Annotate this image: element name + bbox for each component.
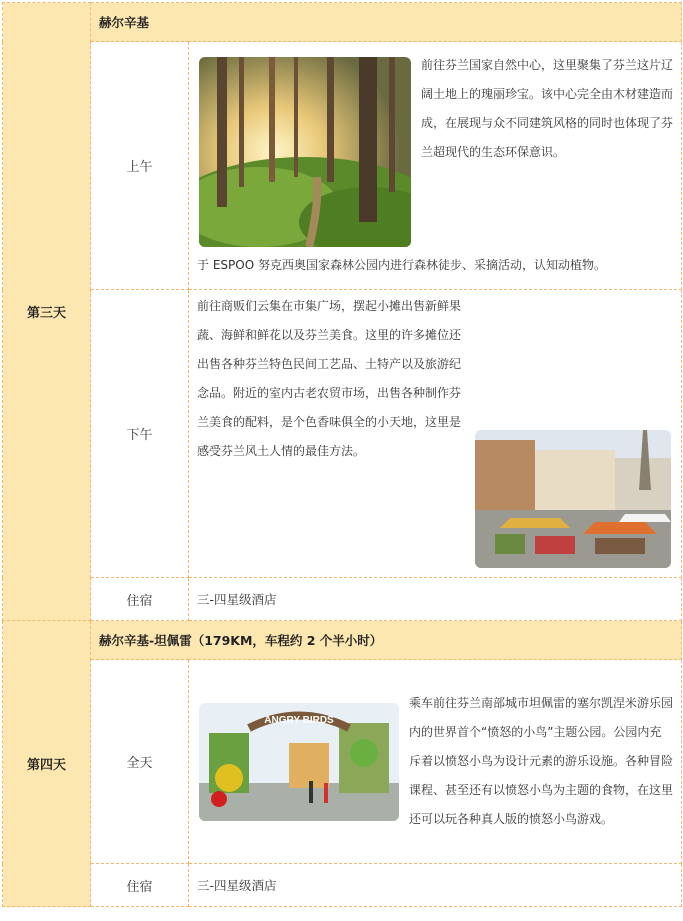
angry-birds-sign: ANGRY BIRDS xyxy=(264,715,334,726)
day3-stay-slot: 住宿 xyxy=(91,578,189,621)
day3-afternoon-row xyxy=(3,290,682,578)
angry-birds-photo xyxy=(199,703,399,821)
day4-allday-text: 乘车前往芬兰南部城市坦佩雷的塞尔凯涅米游乐园内的世界首个“愤怒的小鸟”主题公园。公园内充斥着以愤怒小鸟为设计元素的游乐设施。各种冒险课程、甚至还有以愤怒小鸟为主题的食物，在这里还可以玩各种真人版的愤怒小鸟游戏。 xyxy=(409,696,674,826)
day3-morning-row xyxy=(3,42,682,290)
day4-header-row xyxy=(3,621,682,660)
day3-morning-text2: 于 ESPOO 努克西奥国家森林公园内进行森林徒步、采摘活动，认知动植物。 xyxy=(197,258,606,272)
day3-header-row xyxy=(3,3,682,42)
day4-stay-row xyxy=(3,864,682,907)
forest-photo xyxy=(199,57,411,247)
theme-park-illustration xyxy=(199,703,399,821)
day3-morning-text: 前往芬兰国家自然中心，这里聚集了芬兰这片辽阔土地上的瑰丽珍宝。该中心完全由木材建造而成，在展现与众不同建筑风格的同时也体现了芬兰超现代的生态环保意识。 xyxy=(421,58,674,159)
day3-stay-row xyxy=(3,578,682,621)
day4-allday-slot: 全天 xyxy=(91,660,189,864)
itinerary-table xyxy=(2,2,682,907)
day3-afternoon-content xyxy=(189,290,682,578)
day3-morning-slot: 上午 xyxy=(91,42,189,290)
day4-allday-row xyxy=(3,660,682,864)
market-photo xyxy=(475,430,671,568)
day4-label: 第四天 xyxy=(3,621,91,907)
day3-afternoon-text: 前往商贩们云集在市集广场，摆起小摊出售新鲜果蔬、海鲜和鲜花以及芬兰美食。这里的许多摊位还出售各种芬兰特色民间工艺品、土特产以及旅游纪念品。附近的室内古老农贸市场，出售各种制作芬兰美食的配料，是个色香味俱全的小天地，这里是感受芬兰风土人情的最佳方法。 xyxy=(197,299,462,458)
day3-morning-content xyxy=(189,42,682,290)
day3-label: 第三天 xyxy=(3,3,91,621)
day4-stay-slot: 住宿 xyxy=(91,864,189,907)
day4-route-title: 赫尔辛基-坦佩雷（179KM，车程约 2 个半小时） xyxy=(91,621,682,660)
forest-illustration xyxy=(199,57,411,247)
day3-afternoon-slot: 下午 xyxy=(91,290,189,578)
day4-allday-content xyxy=(189,660,682,864)
day3-stay-text: 三-四星级酒店 xyxy=(189,578,682,621)
day4-stay-text: 三-四星级酒店 xyxy=(189,864,682,907)
market-illustration xyxy=(475,430,671,568)
day3-route-title: 赫尔辛基 xyxy=(91,3,682,42)
